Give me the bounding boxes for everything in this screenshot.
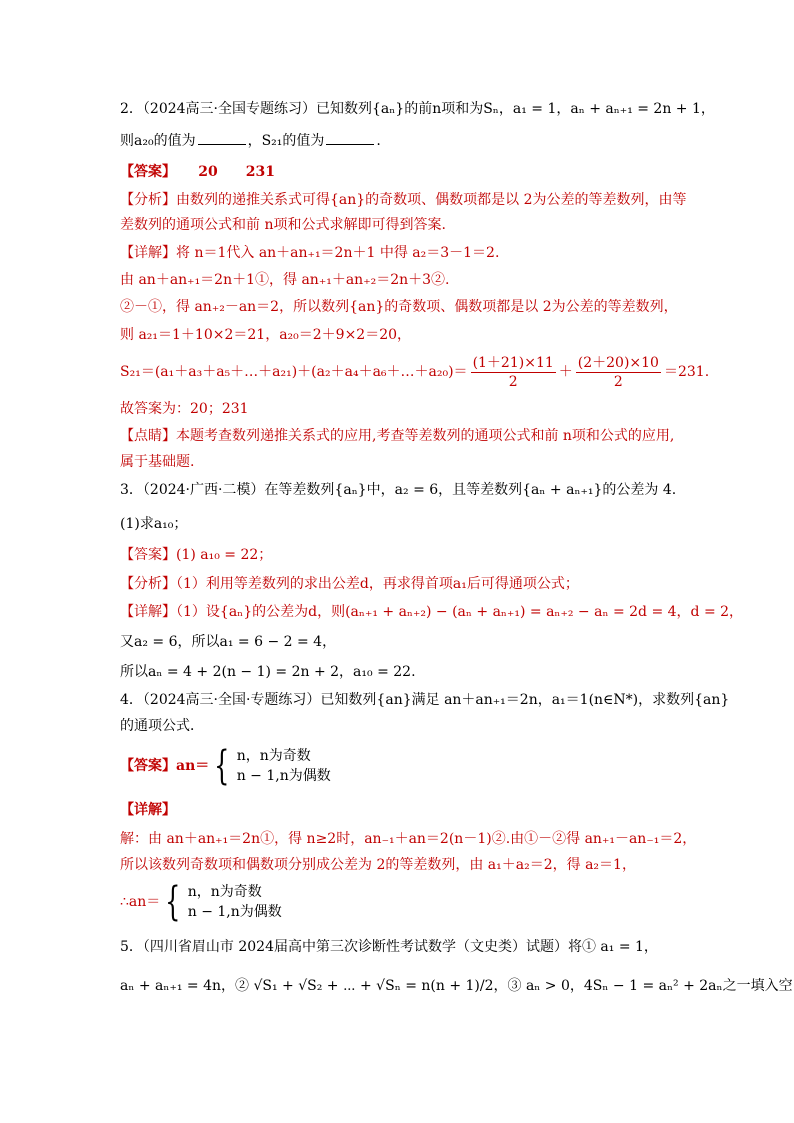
q5-stem-line1: 5．（四川省眉山市 2024届高中第三次诊断性考试数学（文史类）试题）将① a₁ = 1， — [120, 939, 658, 955]
q4-solution-line2: 所以该数列奇数项和偶数项分别成公差为 2的等差数列，由 a₁＋a₂＝2，得 a₂＝1， — [120, 857, 636, 873]
q2-fraction-2-numerator: (2＋20)×10 — [577, 354, 659, 371]
q2-answer — [120, 162, 698, 182]
q4-stem-line1: 4．（2024高三·全国·专题练习）已知数列{an}满足 an＋an₊₁＝2n，a₁＝1(n∈N*)，求数列{an} — [120, 692, 730, 708]
q4-conclusion-case-odd: n，n为奇数 — [187, 884, 262, 900]
q4-solution-line1: 解：由 an＋an₊₁＝2n①，得 n≥2时，an₋₁＋an＝2(n－1)②.由①－②得 an₊₁－an₋₁＝2， — [120, 831, 697, 847]
q2-fraction-2 — [576, 354, 661, 391]
q3-subquestion-1: (1)求a₁₀； — [120, 516, 188, 532]
q2-stem-s21: ，S₂₁的值为 — [247, 133, 325, 149]
q2-detail-line1: 【详解】将 n＝1代入 an＋an₊₁＝2n＋1 中得 a₂＝3－1＝2. — [120, 245, 500, 261]
q4-answer-case-even: n − 1,n为偶数 — [236, 768, 331, 784]
q2-stem-line2 — [120, 131, 698, 151]
q2-stem-line1: 2．（2024高三·全国专题练习）已知数列{aₙ}的前n项和为Sₙ，a₁ = 1，aₙ + aₙ₊₁ = 2n + 1， — [120, 101, 715, 117]
q2-stem-end: . — [376, 133, 381, 149]
q2-detail-line2: 由 an＋an₊₁＝2n＋1①，得 an₊₁＋an₊₂＝2n＋3②. — [120, 272, 450, 288]
q2-blank-1 — [198, 131, 246, 145]
brace-icon: { — [165, 879, 181, 925]
q3-analysis: 【分析】（1）利用等差数列的求出公差d，再求得首项a₁后可得通项公式； — [120, 576, 579, 592]
q2-stem-a20: 则a₂₀的值为 — [120, 133, 196, 149]
q2-fraction-2-denominator: 2 — [613, 373, 623, 390]
q2-answer-values: 20 231 — [198, 164, 275, 180]
q4-answer-case-odd: n，n为奇数 — [236, 748, 311, 764]
q4-detail-label: 【详解】 — [120, 802, 176, 818]
q4-therefore: ∴an＝ — [120, 894, 161, 910]
q2-blank-2 — [326, 131, 374, 145]
q4-answer-label: 【答案】an＝ — [120, 758, 210, 774]
q2-detail-line4: 则 a₂₁＝1＋10×2＝21，a₂₀＝2＋9×2＝20， — [120, 327, 412, 343]
q4-conclusion-cases — [160, 879, 282, 925]
q3-detail-line3: 所以aₙ = 4 + 2(n − 1) = 2n + 2，a₁₀ = 22. — [120, 664, 416, 680]
brace-icon: { — [214, 743, 230, 789]
q4-conclusion-case-even: n − 1,n为偶数 — [187, 904, 282, 920]
q2-fraction-1-numerator: (1＋21)×11 — [472, 354, 554, 371]
q3-detail-line1: 【详解】（1）设{aₙ}的公差为d，则(aₙ₊₁ + aₙ₊₂) − (aₙ + aₙ₊₁) = aₙ₊₂ − aₙ = 2d = 4，d = 2， — [120, 604, 744, 620]
q2-sum-result: ＝231. — [663, 364, 710, 380]
q5-stem-line2: aₙ + aₙ₊₁ = 4n，② √S₁ + √S₂ + ⋯ + √Sₙ = n(n + 1)/2，③ aₙ > 0，4Sₙ − 1 = aₙ² + 2aₙ之一填入空 — [120, 978, 793, 994]
q3-answer: 【答案】(1) a₁₀ = 22； — [120, 547, 273, 563]
q2-analysis-line2: 差数列的通项公式和前 n项和公式求解即可得到答案. — [120, 217, 446, 233]
q4-answer-line — [120, 744, 698, 788]
q4-conclusion-line — [120, 880, 698, 924]
q2-analysis-line1: 【分析】由数列的递推关系式可得{an}的奇数项、偶数项都是以 2为公差的等差数列，由等 — [120, 192, 687, 208]
q2-comment-line2: 属于基础题. — [120, 454, 195, 470]
q2-plus: ＋ — [558, 364, 573, 380]
q2-comment-line1: 【点睛】本题考查数列递推关系式的应用,考查等差数列的通项公式和前 n项和公式的应用, — [120, 428, 675, 444]
q2-detail-line3: ②－①，得 an₊₂－an＝2，所以数列{an}的奇数项、偶数项都是以 2为公差的等差数列， — [120, 299, 678, 315]
q2-fraction-1-denominator: 2 — [508, 373, 518, 390]
q2-answer-label: 【答案】 — [120, 164, 176, 180]
q4-answer-cases — [209, 743, 331, 789]
q3-stem: 3．（2024·广西·二模）在等差数列{aₙ}中，a₂ = 6，且等差数列{aₙ + aₙ₊₁}的公差为 4. — [120, 482, 677, 498]
q2-fraction-1 — [471, 354, 556, 391]
q4-stem-line2: 的通项公式． — [120, 718, 204, 734]
q2-conclusion: 故答案为：20；231 — [120, 401, 249, 417]
q2-detail-sum-line — [120, 352, 710, 392]
q3-detail-line2: 又a₂ = 6，所以a₁ = 6 − 2 = 4， — [120, 634, 337, 650]
q2-sum-expression: S₂₁＝(a₁＋a₃＋a₅＋…＋a₂₁)＋(a₂＋a₄＋a₆＋…＋a₂₀)＝ — [120, 364, 468, 380]
